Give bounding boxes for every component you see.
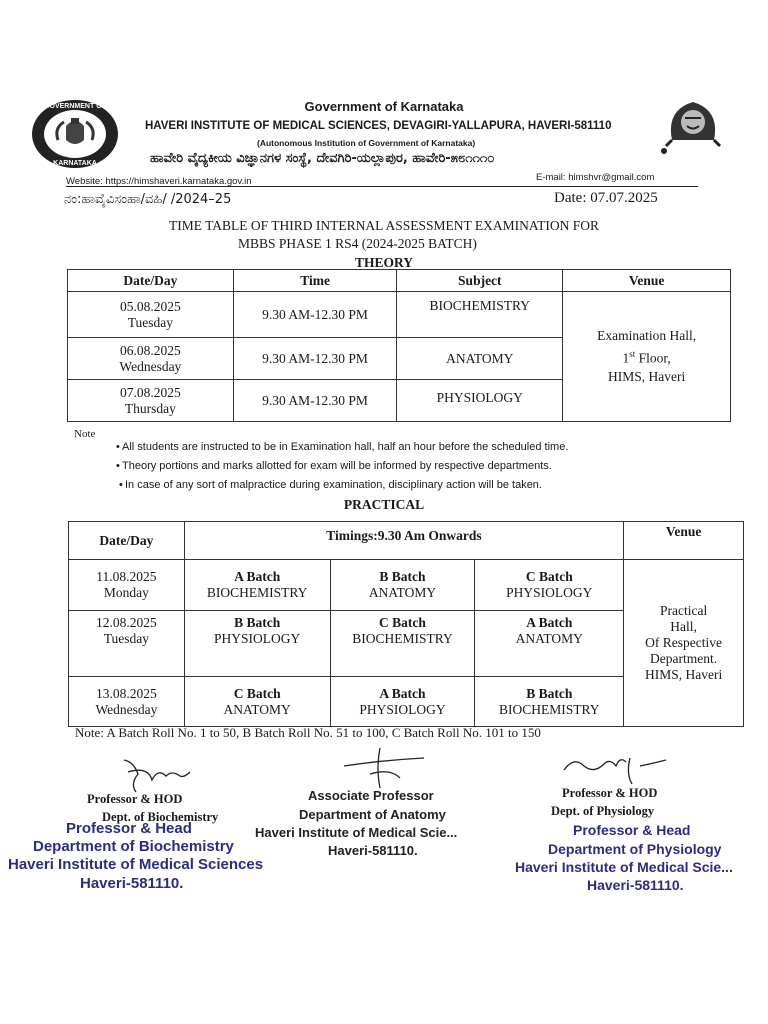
left-stamp-line: Haveri-581110.	[80, 875, 184, 892]
table-row	[68, 292, 731, 338]
right-signatory-dept: Dept. of Physiology	[551, 804, 655, 818]
exam-day: Monday	[103, 585, 149, 600]
government-title: Government of Karnataka	[304, 99, 464, 114]
venue-line-3: HIMS, Haveri	[607, 368, 686, 384]
theory-heading: THEORY	[354, 255, 414, 270]
venue-cell	[624, 560, 744, 727]
middle-stamp-line: Haveri Institute of Medical Scie...	[255, 825, 458, 840]
venue-line: HIMS, Haveri	[644, 667, 723, 682]
signature-left	[118, 752, 198, 796]
batch-label: C Batch	[525, 569, 573, 584]
subject-cell: PHYSIOLOGY	[397, 380, 563, 422]
left-stamp-line: Professor & Head	[66, 820, 192, 837]
exam-date: 06.08.2025	[119, 342, 181, 358]
time-cell: 9.30 AM-12.30 PM	[233, 380, 397, 422]
table-row	[69, 560, 744, 611]
exam-day: Tuesday	[103, 631, 150, 646]
batch-label: B Batch	[379, 569, 426, 584]
batch-subject: BIOCHEMISTRY	[352, 631, 453, 646]
batch-label: C Batch	[379, 615, 426, 630]
batch-label: B Batch	[526, 685, 573, 701]
theory-header-row	[68, 270, 731, 292]
exam-date: 13.08.2025	[96, 685, 157, 701]
batch-subject: ANATOMY	[368, 585, 437, 600]
signature-right	[560, 752, 670, 788]
document-date: Date: 07.07.2025	[554, 190, 658, 206]
practical-header-row	[69, 522, 744, 560]
batch-cell	[475, 677, 624, 727]
right-stamp-line: Haveri-581110.	[587, 877, 684, 893]
right-stamp-line: Department of Physiology	[548, 841, 722, 857]
venue-line: Of Respective	[645, 635, 723, 650]
batch-label: A Batch	[526, 615, 573, 630]
batch-cell	[475, 611, 624, 677]
right-signatory-role: Professor & HOD	[562, 786, 658, 800]
venue-cell	[563, 292, 731, 422]
middle-stamp-line: Haveri-581110.	[328, 843, 418, 858]
note-item: • All students are instructed to be in Examination hall, half an hour before the scheduled time.	[122, 441, 568, 453]
venue-line-1: Examination Hall,	[597, 328, 697, 344]
batch-cell	[330, 560, 475, 611]
middle-stamp-line: Department of Anatomy	[299, 807, 446, 822]
reference-number: ನಂ:ಹಾವೈವಿಸಂಹಾ/ವಹಿ/ /2024–25	[64, 192, 232, 207]
header-date-day: Date/Day	[68, 270, 234, 292]
batch-cell	[330, 611, 475, 677]
left-signatory-role: Professor & HOD	[87, 792, 183, 806]
batch-label: B Batch	[234, 615, 281, 630]
date-day-cell	[68, 380, 234, 422]
venue-line: Hall,	[670, 619, 697, 634]
exam-date: 12.08.2025	[96, 615, 157, 630]
batch-cell	[184, 611, 330, 677]
exam-day: Wednesday	[95, 701, 158, 717]
header-date-day: Date/Day	[69, 522, 185, 560]
batch-subject: BIOCHEMISTRY	[499, 701, 600, 717]
batch-roll-note: Note: A Batch Roll No. 1 to 50, B Batch Roll No. 51 to 100, C Batch Roll No. 101 to 150	[75, 725, 541, 740]
date-day-cell	[69, 560, 185, 611]
logo-text-bottom: KARNATAKA	[53, 160, 97, 167]
batch-subject: PHYSIOLOGY	[359, 701, 446, 717]
email-line: E-mail: himshvr@gmail.com	[536, 172, 655, 183]
batch-cell	[184, 677, 330, 727]
header-timings: Timings:9.30 Am Onwards	[184, 522, 623, 560]
website-line: Website: https://himshaveri.karnataka.gov.in	[66, 176, 252, 187]
document-title-line2: MBBS PHASE 1 RS4 (2024-2025 BATCH)	[238, 236, 477, 251]
date-day-cell	[69, 611, 185, 677]
exam-day: Wednesday	[119, 358, 182, 374]
batch-subject: BIOCHEMISTRY	[206, 585, 308, 600]
document-title-line1: TIME TABLE OF THIRD INTERNAL ASSESSMENT EXAMINATION FOR	[168, 218, 600, 233]
date-day-cell	[68, 338, 234, 380]
right-stamp-line: Professor & Head	[573, 822, 691, 838]
left-signatory-dept: Dept. of Biochemistry	[102, 810, 219, 824]
venue-line: Practical	[659, 603, 708, 618]
autonomous-line: (Autonomous Institution of Government of Karnataka)	[257, 138, 476, 148]
batch-subject: ANATOMY	[515, 631, 583, 646]
right-stamp-line: Haveri Institute of Medical Scie...	[515, 859, 733, 875]
batch-label: C Batch	[233, 685, 281, 701]
left-stamp-line: Haveri Institute of Medical Sciences	[8, 856, 264, 873]
batch-label: A Batch	[234, 569, 281, 584]
time-cell: 9.30 AM-12.30 PM	[233, 292, 397, 338]
exam-day: Thursday	[124, 400, 176, 416]
date-day-cell	[69, 677, 185, 727]
batch-subject: PHYSIOLOGY	[506, 585, 593, 600]
note-item: • Theory portions and marks allotted for exam will be informed by respective departments.	[122, 460, 552, 472]
institute-name: HAVERI INSTITUTE OF MEDICAL SCIENCES, DEVAGIRI-YALLAPURA, HAVERI-581110	[145, 120, 612, 132]
practical-table	[68, 521, 744, 727]
header-venue: Venue	[563, 270, 731, 292]
date-day-cell	[68, 292, 234, 338]
exam-day: Tuesday	[127, 314, 173, 330]
subject-cell: BIOCHEMISTRY	[397, 292, 563, 338]
batch-cell	[475, 560, 624, 611]
batch-subject: ANATOMY	[223, 701, 291, 717]
note-label: Note	[74, 428, 96, 440]
theory-table	[67, 269, 731, 422]
practical-heading: PRACTICAL	[343, 497, 425, 512]
logo-text-top: GOVERNMENT OF	[44, 103, 106, 110]
batch-cell	[330, 677, 475, 727]
left-stamp-line: Department of Biochemistry	[33, 838, 234, 855]
exam-date: 07.08.2025	[119, 384, 181, 400]
signature-middle	[340, 744, 430, 790]
kannada-institute-name: ಹಾವೇರಿ ವೈದ್ಯಕೀಯ ವಿಜ್ಞಾನಗಳ ಸಂಸ್ಥೆ, ದೇವಗಿರಿ-ಯಲ್ಲಾಪುರ, ಹಾವೇರಿ-೫೮೧೧೧೦	[150, 151, 495, 166]
time-cell: 9.30 AM-12.30 PM	[233, 338, 397, 380]
batch-label: A Batch	[379, 685, 426, 701]
batch-cell	[184, 560, 330, 611]
subject-cell: ANATOMY	[397, 338, 563, 380]
batch-subject: PHYSIOLOGY	[214, 631, 301, 646]
venue-line: Department.	[650, 651, 718, 666]
exam-date: 11.08.2025	[96, 569, 157, 584]
exam-date: 05.08.2025	[119, 298, 181, 314]
header-divider	[66, 186, 698, 187]
header-time: Time	[233, 270, 397, 292]
note-item: • In case of any sort of malpractice during examination, disciplinary action will be taken.	[125, 479, 542, 491]
header-venue: Venue	[624, 522, 744, 560]
middle-stamp-line: Associate Professor	[308, 788, 434, 803]
venue-line-2: 1st Floor,	[622, 349, 671, 366]
header-subject: Subject	[397, 270, 563, 292]
